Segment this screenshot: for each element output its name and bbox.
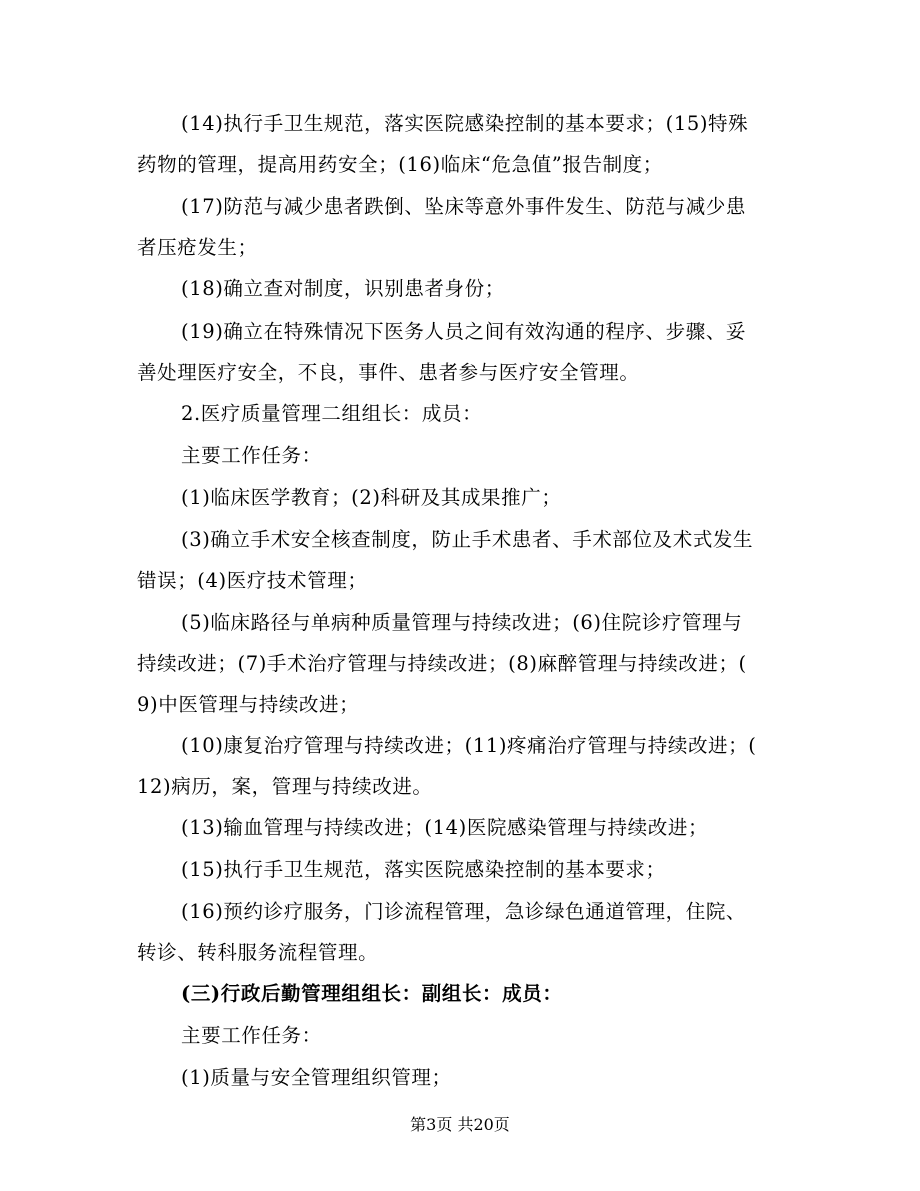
- text-line: 主要工作任务：: [181, 1024, 322, 1047]
- paragraph-item-18: [137, 268, 787, 309]
- paragraph-item-10-12: [137, 725, 787, 807]
- text-line: 9)中医管理与持续改进；: [137, 693, 360, 716]
- text-line: (3)确立手术安全核查制度，防止手术患者、手术部位及术式发生: [181, 528, 754, 551]
- text-line: (13)输血管理与持续改进；(14)医院感染管理与持续改进；: [181, 816, 709, 839]
- text-line: (1)临床医学教育；(2)科研及其成果推广；: [181, 486, 562, 509]
- text-line: (18)确立查对制度，识别患者身份；: [181, 277, 505, 300]
- text-line: (19)确立在特殊情况下医务人员之间有效沟通的程序、步骤、妥: [181, 320, 747, 343]
- paragraph-item-1: [137, 1057, 787, 1098]
- paragraph-item-19: [137, 311, 787, 393]
- paragraph-item-15: [137, 849, 787, 890]
- text-line: 转诊、转科服务流程管理。: [137, 941, 379, 964]
- section-heading-admin-logistics: [137, 973, 787, 1014]
- text-line: 主要工作任务：: [181, 444, 322, 467]
- page-number-footer: 第3页 共20页: [410, 1115, 510, 1134]
- text-line: (16)预约诊疗服务，门诊流程管理，急诊绿色通道管理，住院、: [181, 900, 747, 923]
- text-line: (三)行政后勤管理组组长：副组长：成员：: [181, 982, 563, 1005]
- text-line: (1)质量与安全管理组织管理；: [181, 1066, 452, 1089]
- text-line: (15)执行手卫生规范，落实医院感染控制的基本要求；: [181, 858, 666, 881]
- text-line: 持续改进；(7)手术治疗管理与持续改进；(8)麻醉管理与持续改进；(: [137, 652, 747, 675]
- text-line: (14)执行手卫生规范，落实医院感染控制的基本要求；(15)特殊: [181, 112, 749, 135]
- paragraph-item-14-15-16: [137, 103, 787, 185]
- paragraph-item-1-2: [137, 477, 787, 518]
- paragraph-item-5-9: [137, 602, 787, 725]
- text-line: 错误；(4)医疗技术管理；: [137, 569, 368, 592]
- section-heading-quality-group-2: [137, 393, 787, 434]
- paragraph-item-13-14: [137, 807, 787, 848]
- tasks-label: [137, 435, 787, 476]
- text-line: (5)临床路径与单病种质量管理与持续改进；(6)住院诊疗管理与: [181, 611, 743, 634]
- text-line: 者压疮发生；: [137, 236, 258, 259]
- text-line: 药物的管理，提高用药安全；(16)临床“危急值”报告制度；: [137, 153, 663, 176]
- paragraph-item-3-4: [137, 519, 787, 601]
- paragraph-item-16: [137, 891, 787, 973]
- text-line: (17)防范与减少患者跌倒、坠床等意外事件发生、防范与减少患: [181, 195, 747, 218]
- text-line: (10)康复治疗管理与持续改进；(11)疼痛治疗管理与持续改进；(: [181, 734, 757, 757]
- tasks-label: [137, 1015, 787, 1056]
- text-line: 2.医疗质量管理二组组长：成员：: [181, 402, 483, 425]
- paragraph-item-17: [137, 186, 787, 268]
- text-line: 12)病历，案，管理与持续改进。: [137, 775, 433, 798]
- text-line: 善处理医疗安全，不良，事件、患者参与医疗安全管理。: [137, 361, 640, 384]
